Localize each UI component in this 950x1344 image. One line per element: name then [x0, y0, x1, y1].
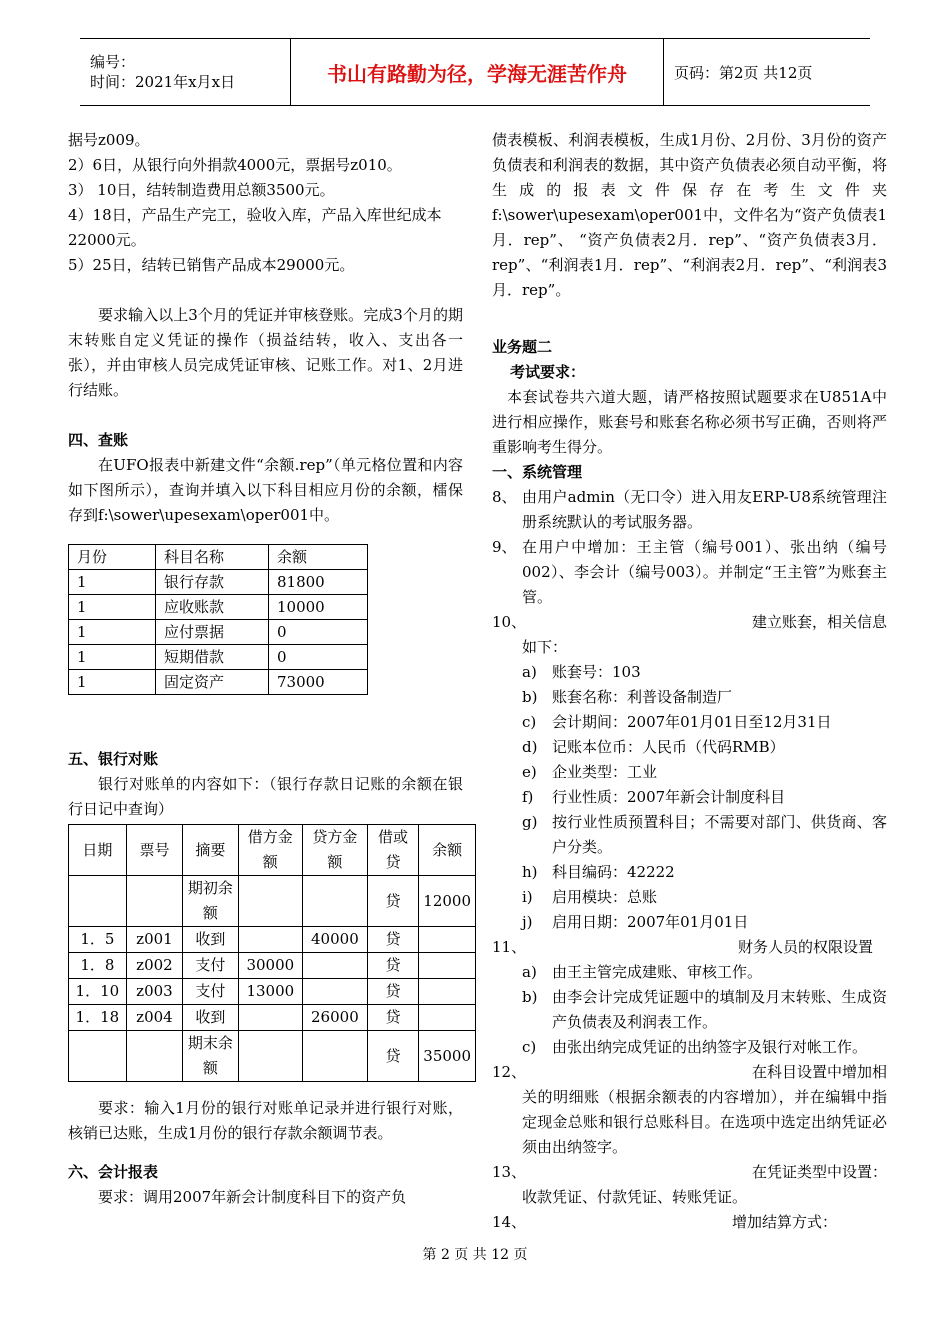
table-cell: 支付 — [183, 953, 238, 979]
table-cell — [69, 876, 127, 927]
sub-label: b) — [522, 688, 538, 706]
item-text-cont: 如下： — [522, 638, 568, 656]
section-title-reports: 六、会计报表 — [68, 1163, 159, 1181]
item-text: 在用户中增加：王主管（编号001）、张出纳（编号002）、李会计（编号003）。并制定“王主管”为账套主管。 — [522, 538, 887, 606]
table-cell: z003 — [126, 979, 182, 1005]
sub-item — [522, 860, 887, 885]
list-item — [492, 610, 887, 635]
item-number: 13、 — [492, 1163, 527, 1181]
item-text: 建立账套，相关信息 — [751, 613, 887, 631]
text-line: 2）6日，从银行向外捐款4000元，票据号z010。 — [68, 156, 402, 174]
table-cell — [419, 979, 476, 1005]
sub-text: 科目编码：42222 — [552, 863, 675, 881]
item-number: 11、 — [492, 938, 527, 956]
item-text: 增加结算方式： — [731, 1213, 837, 1231]
text-line: 据号z009。 — [68, 131, 150, 149]
list-item — [492, 935, 887, 960]
left-column — [68, 128, 471, 1210]
sub-item — [522, 760, 887, 785]
table-cell: 支付 — [183, 979, 238, 1005]
table-row — [69, 979, 476, 1005]
item-number: 9、 — [492, 538, 517, 556]
table-cell: 0 — [269, 645, 368, 670]
list-item — [492, 485, 887, 535]
item-text: 在科目设置中增加相 — [751, 1063, 887, 1081]
item-text-cont: 收款凭证、付款凭证、转账凭证。 — [522, 1188, 748, 1206]
table-row — [69, 595, 368, 620]
table-cell — [126, 1031, 182, 1082]
table-cell: 贷 — [367, 1005, 419, 1031]
table-cell: 收到 — [183, 927, 238, 953]
table-cell: 1．5 — [69, 927, 127, 953]
sub-text: 账套号：103 — [552, 663, 641, 681]
table-cell — [303, 1031, 368, 1082]
section-text: 银行对账单的内容如下：（银行存款日记账的余额在银行日记中查询） — [68, 775, 463, 818]
table-cell: 1 — [69, 570, 156, 595]
table-row — [69, 645, 368, 670]
item-number: 10、 — [492, 613, 527, 631]
task-title: 业务题二 — [492, 338, 553, 356]
table-header-row — [69, 825, 476, 876]
text-line: 4）18日，产品生产完工，验收入库，产品入库世纪成本22000元。 — [68, 206, 442, 249]
requirement-paragraph: 要求输入以上3个月的凭证并审核登账。完成3个月的期末转账自定义凭证的操作（损益结转，收入、支出各一张），并由审核人员完成凭证审核、记账工作。对1、2月进行结账。 — [68, 306, 463, 399]
table-cell: z004 — [126, 1005, 182, 1031]
sub-label: g) — [522, 813, 538, 831]
sub-label: e) — [522, 763, 537, 781]
table-row — [69, 953, 476, 979]
sub-label: h) — [522, 863, 538, 881]
page-footer: 第 2 页 共 12 页 — [422, 1247, 528, 1263]
table-header-cell: 余额 — [419, 825, 476, 876]
table-cell: 1 — [69, 595, 156, 620]
section-title-check: 四、查账 — [68, 431, 129, 449]
sub-text: 企业类型：工业 — [552, 763, 658, 781]
text-line: 5）25日，结转已销售产品成本29000元。 — [68, 256, 355, 274]
section-title-bank-reconciliation: 五、银行对账 — [68, 750, 159, 768]
table-cell: 13000 — [238, 979, 303, 1005]
sub-item — [522, 910, 887, 935]
sub-label: b) — [522, 988, 538, 1006]
table-cell: 期末余额 — [183, 1031, 238, 1082]
sub-item — [522, 785, 887, 810]
table-cell — [303, 953, 368, 979]
table-cell — [126, 876, 182, 927]
table-cell — [303, 876, 368, 927]
right-column — [492, 128, 887, 1235]
table-row — [69, 1005, 476, 1031]
sub-label: c) — [522, 1038, 537, 1056]
sub-label: j) — [522, 913, 533, 931]
table-cell: 40000 — [303, 927, 368, 953]
balance-table — [68, 544, 368, 695]
table-cell: 81800 — [269, 570, 368, 595]
sub-item — [522, 1035, 887, 1060]
item-text-cont: 关的明细账（根据余额表的内容增加），并在编辑中指定现金总账和银行总账科目。在选项中选定出纳凭证必须由出纳签字。 — [522, 1088, 887, 1156]
table-cell: z002 — [126, 953, 182, 979]
section-text: 要求：调用2007年新会计制度科目下的资产负 — [98, 1188, 407, 1206]
item-number: 14、 — [492, 1213, 527, 1231]
bank-statement-table — [68, 824, 476, 1082]
list-item — [492, 1060, 887, 1085]
item-text: 财务人员的权限设置 — [737, 938, 873, 956]
table-cell: 应收账款 — [156, 595, 269, 620]
table-row — [69, 1031, 476, 1082]
table-header-cell: 票号 — [126, 825, 182, 876]
sub-list — [492, 960, 887, 1060]
continued-paragraph: 债表模板、利润表模板，生成1月份、2月份、3月份的资产负债表和利润表的数据，其中资产负债表必须自动平衡，将生成的报表文件保存在考生文件夹f:\sower\upesexam\oper001中，文件名为“资产负债表1月．rep”、 “资产负债表2月．rep”、“资产负债表3月．rep”、“利润表1月．rep”、“利润表2月．rep”、“利润表3月．rep”。 — [492, 131, 887, 299]
table-cell: 10000 — [269, 595, 368, 620]
page-header — [80, 38, 870, 106]
sub-label: a) — [522, 963, 537, 981]
table-cell: 期初余额 — [183, 876, 238, 927]
table-cell — [238, 1005, 303, 1031]
sub-item — [522, 985, 887, 1035]
sub-text: 由张出纳完成凭证的出纳签字及银行对帐工作。 — [552, 1038, 868, 1056]
table-row — [69, 570, 368, 595]
exam-requirement-title: 考试要求： — [510, 363, 586, 381]
sub-text: 启用日期：2007年01月01日 — [552, 913, 749, 931]
sub-text: 会计期间：2007年01月01日至12月31日 — [552, 713, 832, 731]
sub-item — [522, 810, 887, 860]
sub-text: 由王主管完成建账、审核工作。 — [552, 963, 763, 981]
sub-item — [522, 885, 887, 910]
table-header-cell: 贷方金额 — [303, 825, 368, 876]
table-cell: 0 — [269, 620, 368, 645]
table-cell: 1 — [69, 645, 156, 670]
table-cell — [238, 927, 303, 953]
table-header-cell: 借或贷 — [367, 825, 419, 876]
sub-text: 行业性质：2007年新会计制度科目 — [552, 788, 786, 806]
table-cell: 1 — [69, 670, 156, 695]
table-cell: 12000 — [419, 876, 476, 927]
text-line: 3） 10日，结转制造费用总额3500元。 — [68, 181, 335, 199]
requirement-paragraph: 要求：输入1月份的银行对账单记录并进行银行对账，核销已达账，生成1月份的银行存款余额调节表。 — [68, 1099, 463, 1142]
table-cell: 贷 — [367, 876, 419, 927]
table-cell: 73000 — [269, 670, 368, 695]
table-cell: 1．18 — [69, 1005, 127, 1031]
table-cell: 贷 — [367, 1031, 419, 1082]
section-title-system: 一、系统管理 — [492, 463, 583, 481]
table-cell: 贷 — [367, 953, 419, 979]
table-header-cell: 借方金额 — [238, 825, 303, 876]
sub-label: c) — [522, 713, 537, 731]
table-header-cell: 日期 — [69, 825, 127, 876]
sub-item — [522, 660, 887, 685]
table-cell: 固定资产 — [156, 670, 269, 695]
item-number: 12、 — [492, 1063, 527, 1081]
item-text: 由用户admin（无口令）进入用友ERP-U8系统管理注册系统默认的考试服务器。 — [522, 488, 887, 531]
header-meta — [80, 39, 291, 106]
table-row — [69, 876, 476, 927]
sub-label: f) — [522, 788, 534, 806]
sub-item — [522, 960, 887, 985]
table-cell: 应付票据 — [156, 620, 269, 645]
sub-list — [492, 660, 887, 935]
table-cell: 贷 — [367, 979, 419, 1005]
table-cell: 银行存款 — [156, 570, 269, 595]
table-row — [69, 927, 476, 953]
table-cell: 1 — [69, 620, 156, 645]
header-motto: 书山有路勤为径，学海无涯苦作舟 — [291, 39, 664, 106]
header-page-label: 页码：第2页 共12页 — [664, 39, 871, 106]
table-row — [69, 620, 368, 645]
table-cell — [69, 1031, 127, 1082]
table-cell: 30000 — [238, 953, 303, 979]
sub-item — [522, 735, 887, 760]
sub-label: a) — [522, 663, 537, 681]
table-header-cell: 科目名称 — [156, 545, 269, 570]
sub-item — [522, 710, 887, 735]
table-header-cell: 余额 — [269, 545, 368, 570]
table-header-cell: 摘要 — [183, 825, 238, 876]
sub-text: 账套名称：利普设备制造厂 — [552, 688, 733, 706]
list-item — [492, 1210, 887, 1235]
sub-text: 记账本位币：人民币（代码RMB） — [552, 738, 785, 756]
item-number: 8、 — [492, 488, 517, 506]
list-item — [492, 535, 887, 610]
table-cell: z001 — [126, 927, 182, 953]
table-cell: 35000 — [419, 1031, 476, 1082]
table-cell — [238, 1031, 303, 1082]
table-header-cell: 月份 — [69, 545, 156, 570]
table-cell: 1．8 — [69, 953, 127, 979]
table-cell: 1．10 — [69, 979, 127, 1005]
sub-text: 启用模块：总账 — [552, 888, 658, 906]
sub-text: 由李会计完成凭证题中的填制及月末转账、生成资产负债表及利润表工作。 — [552, 988, 887, 1031]
sub-item — [522, 685, 887, 710]
table-cell: 26000 — [303, 1005, 368, 1031]
table-cell: 短期借款 — [156, 645, 269, 670]
table-cell — [419, 1005, 476, 1031]
table-row — [69, 670, 368, 695]
number-label: 编号： — [90, 53, 136, 71]
section-text: 在UFO报表中新建文件“余额.rep”（单元格位置和内容如下图所示），查询并填入以下科目相应月份的余额，檑保存到f:\sower\upesexam\oper001中。 — [68, 456, 463, 524]
exam-requirement-text: 本套试卷共六道大题，请严格按照试题要求在U851A中进行相应操作，账套号和账套名称必须书写正确，否则将严重影响考生得分。 — [492, 388, 887, 456]
item-text: 在凭证类型中设置： — [751, 1163, 887, 1181]
table-cell — [419, 927, 476, 953]
table-header-row — [69, 545, 368, 570]
time-label: 时间：2021年x月x日 — [90, 73, 236, 91]
table-cell — [303, 979, 368, 1005]
sub-text: 按行业性质预置科目；不需要对部门、供货商、客户分类。 — [552, 813, 887, 856]
sub-label: i) — [522, 888, 533, 906]
list-item — [492, 1160, 887, 1185]
table-cell — [419, 953, 476, 979]
table-cell: 收到 — [183, 1005, 238, 1031]
table-cell: 贷 — [367, 927, 419, 953]
table-cell — [238, 876, 303, 927]
sub-label: d) — [522, 738, 538, 756]
